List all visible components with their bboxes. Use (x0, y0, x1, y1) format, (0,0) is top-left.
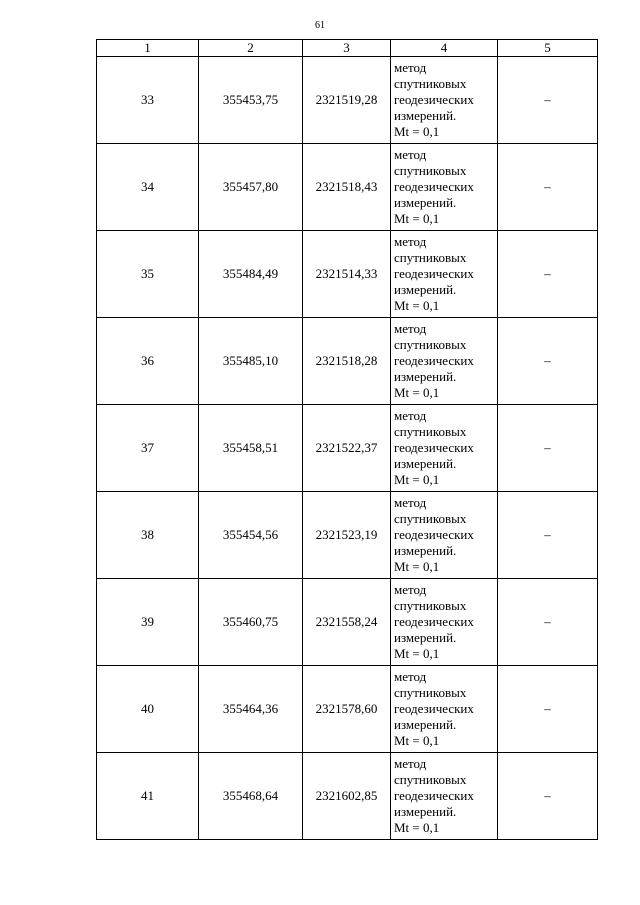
x-coordinate-cell: 355468,64 (199, 753, 303, 840)
method-cell (391, 579, 498, 666)
method-line: метод (394, 495, 427, 510)
method-line: геодезических (394, 353, 474, 368)
y-coordinate-cell: 2321522,37 (303, 405, 391, 492)
method-line: Mt = 0,1 (394, 385, 440, 400)
method-line: метод (394, 669, 427, 684)
x-coordinate-cell: 355484,49 (199, 231, 303, 318)
method-line: геодезических (394, 788, 474, 803)
y-coordinate-cell: 2321518,28 (303, 318, 391, 405)
table-row (97, 579, 598, 666)
method-line: геодезических (394, 527, 474, 542)
y-coordinate-cell: 2321519,28 (303, 57, 391, 144)
point-number-cell: 40 (97, 666, 199, 753)
y-coordinate-cell: 2321514,33 (303, 231, 391, 318)
column-header: 3 (303, 40, 391, 57)
method-cell (391, 753, 498, 840)
table-row (97, 144, 598, 231)
page-number: 61 (315, 20, 325, 31)
point-number-cell: 38 (97, 492, 199, 579)
column-header: 2 (199, 40, 303, 57)
point-number-cell: 33 (97, 57, 199, 144)
method-line: геодезических (394, 266, 474, 281)
column-header: 1 (97, 40, 199, 57)
method-line: измерений. (394, 543, 457, 558)
y-coordinate-cell: 2321558,24 (303, 579, 391, 666)
method-line: геодезических (394, 701, 474, 716)
note-cell: – (498, 666, 598, 753)
table-row (97, 318, 598, 405)
method-line: геодезических (394, 614, 474, 629)
note-cell: – (498, 405, 598, 492)
method-line: спутниковых (394, 772, 467, 787)
x-coordinate-cell: 355458,51 (199, 405, 303, 492)
method-line: метод (394, 408, 427, 423)
note-cell: – (498, 492, 598, 579)
method-line: спутниковых (394, 511, 467, 526)
method-cell (391, 231, 498, 318)
method-line: метод (394, 60, 427, 75)
x-coordinate-cell: 355457,80 (199, 144, 303, 231)
note-cell: – (498, 753, 598, 840)
method-line: измерений. (394, 804, 457, 819)
method-cell (391, 318, 498, 405)
x-coordinate-cell: 355464,36 (199, 666, 303, 753)
method-line: Mt = 0,1 (394, 211, 440, 226)
method-line: спутниковых (394, 598, 467, 613)
method-line: метод (394, 582, 427, 597)
method-line: Mt = 0,1 (394, 820, 440, 835)
method-cell (391, 144, 498, 231)
method-cell (391, 405, 498, 492)
point-number-cell: 37 (97, 405, 199, 492)
method-cell (391, 57, 498, 144)
method-line: спутниковых (394, 163, 467, 178)
x-coordinate-cell: 355454,56 (199, 492, 303, 579)
note-cell: – (498, 579, 598, 666)
method-line: Mt = 0,1 (394, 298, 440, 313)
method-line: спутниковых (394, 76, 467, 91)
method-line: Mt = 0,1 (394, 472, 440, 487)
note-cell: – (498, 231, 598, 318)
method-line: измерений. (394, 630, 457, 645)
table-row (97, 405, 598, 492)
coordinates-table (96, 39, 598, 840)
method-line: спутниковых (394, 337, 467, 352)
note-cell: – (498, 318, 598, 405)
y-coordinate-cell: 2321578,60 (303, 666, 391, 753)
x-coordinate-cell: 355460,75 (199, 579, 303, 666)
method-line: измерений. (394, 369, 457, 384)
header-row (97, 40, 598, 57)
table-row (97, 666, 598, 753)
table-body (97, 40, 598, 840)
method-cell (391, 492, 498, 579)
y-coordinate-cell: 2321518,43 (303, 144, 391, 231)
method-line: измерений. (394, 108, 457, 123)
method-line: спутниковых (394, 250, 467, 265)
method-line: Mt = 0,1 (394, 733, 440, 748)
table-row (97, 753, 598, 840)
method-line: геодезических (394, 92, 474, 107)
method-cell (391, 666, 498, 753)
note-cell: – (498, 144, 598, 231)
y-coordinate-cell: 2321523,19 (303, 492, 391, 579)
point-number-cell: 34 (97, 144, 199, 231)
point-number-cell: 36 (97, 318, 199, 405)
method-line: геодезических (394, 179, 474, 194)
x-coordinate-cell: 355453,75 (199, 57, 303, 144)
point-number-cell: 41 (97, 753, 199, 840)
point-number-cell: 35 (97, 231, 199, 318)
table-row (97, 57, 598, 144)
point-number-cell: 39 (97, 579, 199, 666)
method-line: геодезических (394, 440, 474, 455)
method-line: измерений. (394, 195, 457, 210)
method-line: спутниковых (394, 424, 467, 439)
table-row (97, 231, 598, 318)
method-line: Mt = 0,1 (394, 559, 440, 574)
method-line: измерений. (394, 456, 457, 471)
method-line: метод (394, 147, 427, 162)
method-line: измерений. (394, 282, 457, 297)
method-line: измерений. (394, 717, 457, 732)
table-row (97, 492, 598, 579)
column-header: 4 (391, 40, 498, 57)
method-line: метод (394, 756, 427, 771)
method-line: метод (394, 321, 427, 336)
method-line: Mt = 0,1 (394, 124, 440, 139)
column-header: 5 (498, 40, 598, 57)
method-line: спутниковых (394, 685, 467, 700)
note-cell: – (498, 57, 598, 144)
method-line: Mt = 0,1 (394, 646, 440, 661)
x-coordinate-cell: 355485,10 (199, 318, 303, 405)
y-coordinate-cell: 2321602,85 (303, 753, 391, 840)
method-line: метод (394, 234, 427, 249)
